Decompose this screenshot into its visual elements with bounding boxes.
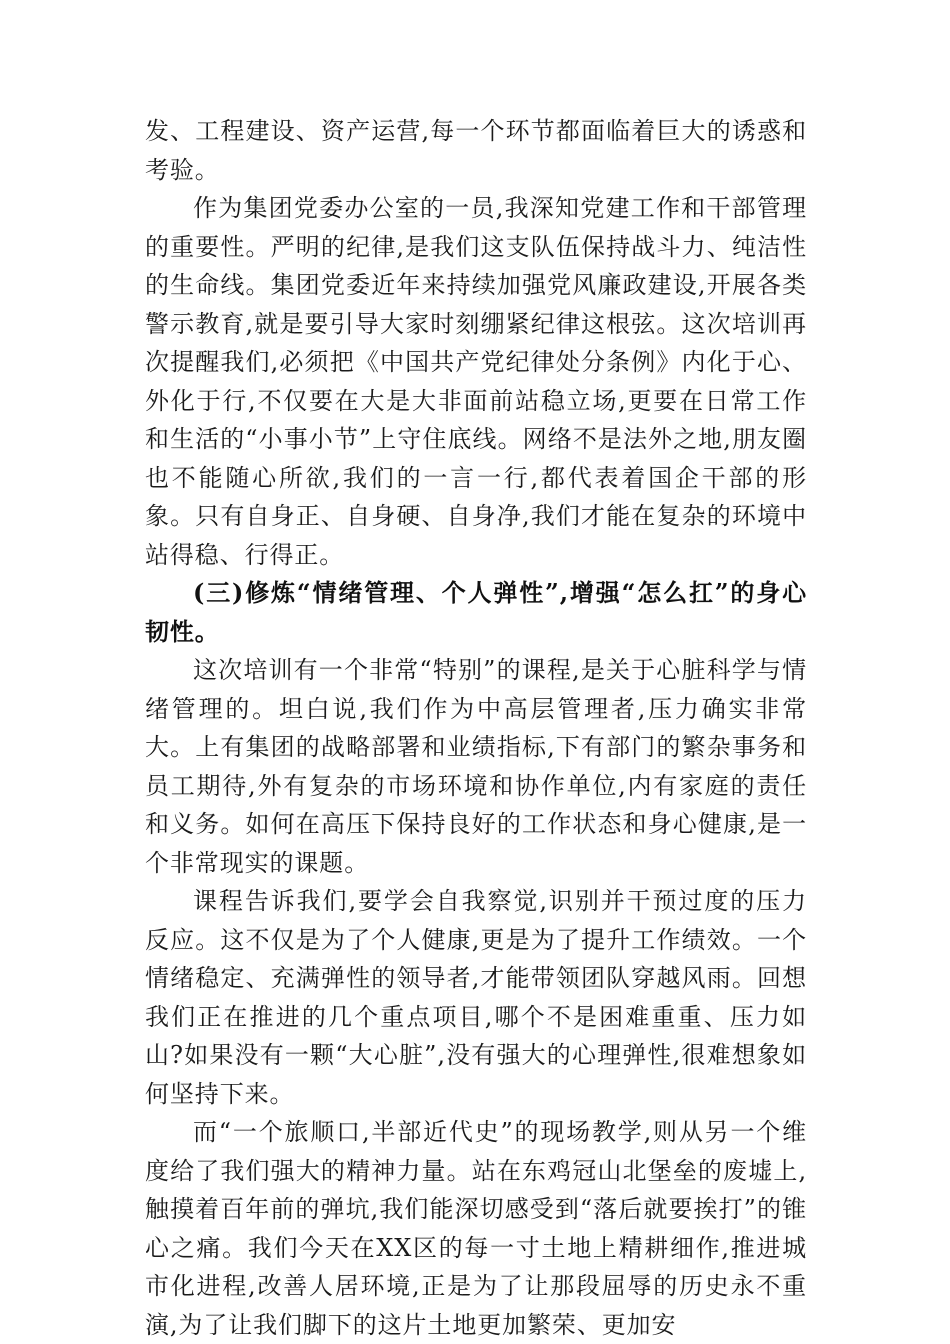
paragraph-lushunkou-teaching: 而“一个旅顺口,半部近代史”的现场教学,则从另一个维度给了我们强大的精神力量。站在东鸡冠山北堡垒的废墟上,触摸着百年前的弹坑,我们能深切感受到“落后就要挨打”的锥心之痛。我们今天在XX区的每一寸土地上精耕细作,推进城市化进程,改善人居环境,正是为了让那段屈辱的历史永不重演,为了让我们脚下的这片土地更加繁荣、更加安 (145, 1118, 807, 1339)
paragraph-self-awareness: 课程告诉我们,要学会自我察觉,识别并干预过度的压力反应。这不仅是为了个人健康,更是为了提升工作绩效。一个情绪稳定、充满弹性的领导者,才能带领团队穿越风雨。回想我们正在推进的几个重点项目,哪个不是困难重重、压力如山?如果没有一颗“大心脏”,没有强大的心理弹性,很难想象如何坚持下来。 (145, 887, 807, 1108)
paragraph-discipline: 作为集团党委办公室的一员,我深知党建工作和干部管理的重要性。严明的纪律,是我们这支队伍保持战斗力、纯洁性的生命线。集团党委近年来持续加强党风廉政建设,开展各类警示教育,就是要引导大家时刻绷紧纪律这根弦。这次培训再次提醒我们,必须把《中国共产党纪律处分条例》内化于心、外化于行,不仅要在大是大非面前站稳立场,更要在日常工作和生活的“小事小节”上守住底线。网络不是法外之地,朋友圈也不能随心所欲,我们的一言一行,都代表着国企干部的形象。只有自身正、自身硬、自身净,我们才能在复杂的环境中站得稳、行得正。 (145, 194, 807, 569)
section-heading-emotion-management: (三)修炼“情绪管理、个人弹性”,增强“怎么扛”的身心韧性。 (145, 578, 807, 646)
document-page (145, 112, 807, 1344)
paragraph-heart-science-course: 这次培训有一个非常“特别”的课程,是关于心脏科学与情绪管理的。坦白说,我们作为中高层管理者,压力确实非常大。上有集团的战略部署和业绩指标,下有部门的繁杂事务和员工期待,外有复杂的市场环境和协作单位,内有家庭的责任和义务。如何在高压下保持良好的工作状态和身心健康,是一个非常现实的课题。 (145, 656, 807, 877)
paragraph-continuation: 发、工程建设、资产运营,每一个环节都面临着巨大的诱惑和考验。 (145, 117, 807, 184)
